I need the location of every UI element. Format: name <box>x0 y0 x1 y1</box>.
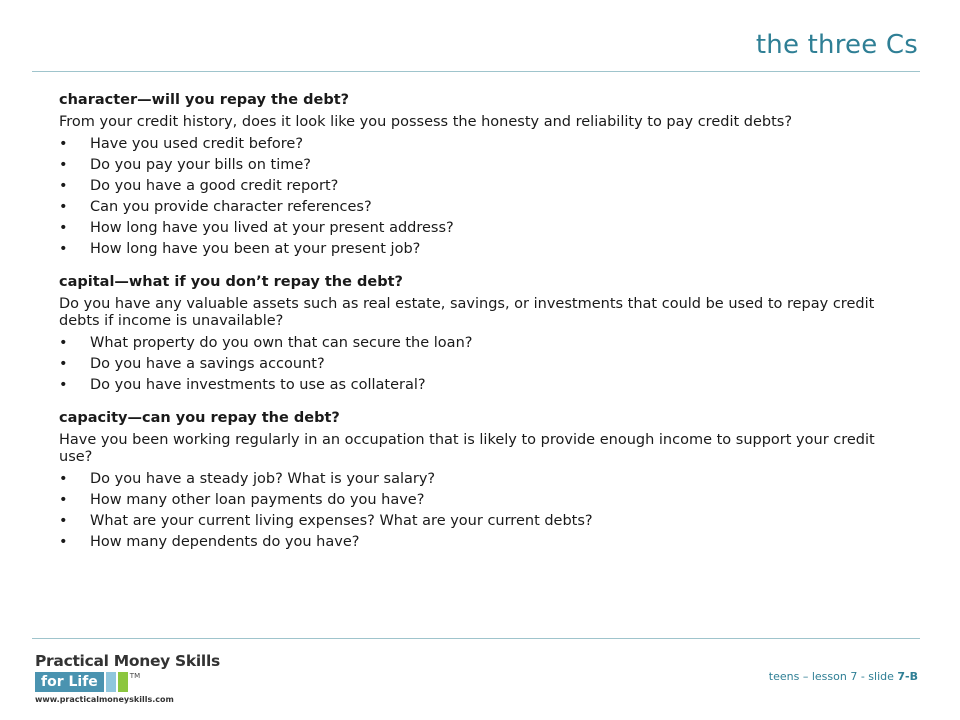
section-paragraph: Have you been working regularly in an occupation that is likely to provide enough income to support your credit use? <box>59 432 875 465</box>
slide-number: 7-B <box>897 670 918 683</box>
bullet-item: • How many other loan payments do you have? <box>59 492 889 509</box>
slide-footer <box>769 670 918 683</box>
bullet-list <box>59 335 889 394</box>
bullet-item: • What are your current living expenses? What are your current debts? <box>59 513 889 530</box>
logo-for-life: for Life <box>35 672 104 692</box>
bullet-item: • How long have you lived at your present address? <box>59 220 889 237</box>
footer-label: teens – lesson 7 - slide <box>768 670 898 683</box>
section-paragraph: From your credit history, does it look like you possess the honesty and reliability to pay credit debts? <box>59 114 793 130</box>
bottom-divider <box>32 638 920 639</box>
logo-url: www.practicalmoneyskills.com <box>35 695 174 704</box>
logo-title: Practical Money Skills <box>35 652 220 670</box>
bullet-list <box>59 471 889 551</box>
section-capital <box>59 274 889 394</box>
slide-title: the three Cs <box>755 30 918 60</box>
section-capacity <box>59 410 889 551</box>
section-paragraph: Do you have any valuable assets such as real estate, savings, or investments that could be used to repay credit debts if income is unavailable? <box>59 296 875 329</box>
section-heading: character—will you repay the debt? <box>59 92 350 108</box>
bullet-item: • Do you have a steady job? What is your salary? <box>59 471 889 488</box>
bullet-item: • Do you pay your bills on time? <box>59 157 889 174</box>
practical-money-skills-logo <box>35 652 220 704</box>
top-divider <box>32 71 920 72</box>
bullet-item: • What property do you own that can secure the loan? <box>59 335 889 352</box>
section-character <box>59 92 889 258</box>
bullet-item: • How many dependents do you have? <box>59 534 889 551</box>
section-heading: capacity—can you repay the debt? <box>59 410 340 426</box>
bullet-item: • Can you provide character references? <box>59 199 889 216</box>
section-heading: capital—what if you don’t repay the debt? <box>59 274 403 290</box>
logo-trademark: TM <box>129 672 141 680</box>
logo-row <box>35 672 215 692</box>
bullet-item: • Do you have a savings account? <box>59 356 889 373</box>
logo-color-block-light-blue <box>106 672 116 692</box>
bullet-item: • Do you have a good credit report? <box>59 178 889 195</box>
bullet-item: • Have you used credit before? <box>59 136 889 153</box>
bullet-item: • Do you have investments to use as collateral? <box>59 377 889 394</box>
bullet-item: • How long have you been at your present job? <box>59 241 889 258</box>
slide-content <box>59 92 889 567</box>
bullet-list <box>59 136 889 258</box>
logo-color-block-green <box>118 672 128 692</box>
